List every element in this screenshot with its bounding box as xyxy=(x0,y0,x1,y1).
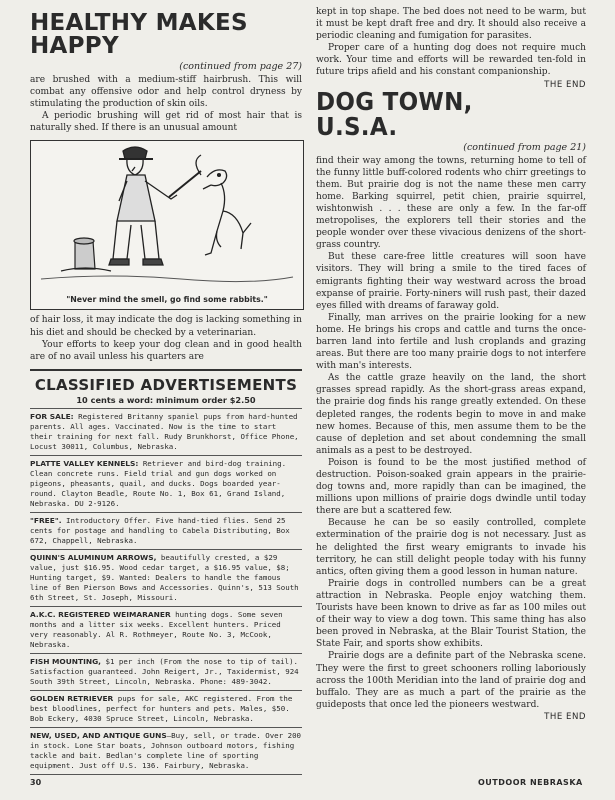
cartoon-caption: "Never mind the smell, go find some rabbits." xyxy=(66,295,268,305)
paragraph: are brushed with a medium-stiff hairbrush. This will combat any offensive odor and help control dryness by stimulating the production of skin oils. xyxy=(30,75,302,110)
classified-ad xyxy=(30,408,302,455)
ad-text: Registered Britanny spaniel pups from hard-hunted parents. All ages. Vaccinated. Now is the time to start their training for next fall. Rudy Brunkhorst, Office Phone, Locust 30011, Columbus, Nebraska. xyxy=(30,411,299,451)
classified-ad xyxy=(30,606,302,653)
cartoon-drawing xyxy=(31,141,303,291)
ad-text: beautifully crested, a $29 value, just $16.95. Wood cedar target, a $16.95 value, $8; Hunting target, $9. Wanted: Dealers to handle the famous line of Ben Pierson Bows and Accessories. Quinn's, 513 South 6th Street, St. Joseph, Missouri. xyxy=(30,552,299,602)
page-number: 30 xyxy=(30,778,42,787)
paragraph-text: Proper care of a hunting dog does not require much work. Your time and efforts will be rewarded ten-fold in future trips afield and his constant companionship. xyxy=(316,43,586,78)
ad-heading: QUINN'S ALUMINUM ARROWS, xyxy=(30,552,157,562)
paragraph: Because he can be so easily controlled, complete extermination of the prairie dog is not necessary. Just as he delighted the first weary emigrants to invade his territory, he can still delight people today with his funny antics, often giving them a good lesson in human nature. xyxy=(316,518,586,577)
right-column xyxy=(316,6,586,723)
classified-ad xyxy=(30,727,302,775)
ad-heading: FISH MOUNTING, xyxy=(30,656,102,666)
paragraph xyxy=(316,42,586,90)
ad-heading: FOR SALE: xyxy=(30,411,74,421)
end-mark: THE END xyxy=(544,79,586,90)
ad-text: hunting dogs. Some seven months and a litter six weeks. Excellent hunters. Priced very reasonably. Al R. Rothmeyer, Route No. 3, McCook, Nebraska. xyxy=(30,609,283,649)
paragraph: Your efforts to keep your dog clean and in good health are of no avail unless his quarters are xyxy=(30,339,302,362)
paragraph: Prairie dogs in controlled numbers can be a great attraction in Nebraska. People enjoy watching them. Tourists have been known to drive as far as 100 miles out of their way to view a dog town. This same thing has also been proved in Nebraska, at the Blair Tourist Station, the State Fair, and sports show exhibits. xyxy=(316,578,586,650)
ad-text: $1 per inch (From the nose to tip of tail). Satisfaction guaranteed. John Reigert, Jr., Taxidermist, 924 South 39th Street, Lincoln, Nebraska. Phone: 489-3042. xyxy=(30,656,299,686)
ad-heading: NEW, USED, AND ANTIQUE GUNS xyxy=(30,730,167,740)
classified-ad xyxy=(30,549,302,606)
paragraph: Finally, man arrives on the prairie looking for a new home. He brings his crops and cattle and turns the once-barren land into fertile and lush croplands and grazing areas. But there are too many prairie dogs to not interfere with man's interests. xyxy=(316,312,586,372)
classified-ad xyxy=(30,512,302,549)
classified-ads-section xyxy=(30,369,302,775)
paragraph-text: Prairie dogs are a definite part of the Nebraska scene. They were the first to greet schooners rolling laboriously across the 100th Meridian into the land of prairie dog and buffalo. They are as much a part of the prairie as the guideposts that once led the pioneers westward. xyxy=(316,651,586,710)
classified-ad xyxy=(30,455,302,512)
paragraph: A periodic brushing will get rid of most hair that is naturally shed. If there is an unusual amount xyxy=(30,111,302,134)
classified-ad xyxy=(30,653,302,690)
classified-title: CLASSIFIED ADVERTISEMENTS xyxy=(34,375,298,394)
magazine-name: OUTDOOR NEBRASKA xyxy=(478,778,583,787)
paragraph: As the cattle graze heavily on the land, the short grasses spread rapidly. As the short-grass areas expand, the prairie dog finds his range greatly extended. On these depleted ranges, the rodents begin to move in and make new homes. Because of this, men assume them to be the cause of depletion and set about condemning the small animals as a pest to be destroyed. xyxy=(316,373,586,456)
cartoon-illustration xyxy=(30,140,304,310)
ad-heading: A.K.C. REGISTERED WEIMARANER xyxy=(30,609,171,619)
continued-note: (continued from page 27) xyxy=(179,61,302,72)
classified-ad xyxy=(30,690,302,727)
ad-text: Retriever and bird-dog training. Clean concrete runs. Field trial and gun dogs worked on pigeons, pheasants, quail, and ducks. Dogs boarded year-round. Clayton Beadle, Route No. 1, Box 61, Grand Island, Nebraska. DU 2-9126. xyxy=(30,458,287,508)
paragraph: kept in top shape. The bed does not need to be warm, but it must be kept draft free and dry. It should also receive a periodic cleaning and fumigation for parasites. xyxy=(316,7,586,42)
classified-rate: 10 cents a word: minimum order $2.50 xyxy=(76,394,256,405)
article-headline-dog-town: DOG TOWN, U.S.A. xyxy=(316,86,473,141)
paragraph: Poison is found to be the most justified method of destruction. Poison-soaked grain appears in the prairie-dog towns and, more rapidly than can be imagined, the millions upon millions of prairie dogs dwindle until today there are but a scattered few. xyxy=(316,457,586,517)
left-column xyxy=(30,12,302,775)
continued-note: (continued from page 21) xyxy=(463,141,586,153)
paragraph: of hair loss, it may indicate the dog is lacking something in his diet and should be checked by a veterinarian. xyxy=(30,315,302,338)
end-mark: THE END xyxy=(544,711,586,722)
ad-text: —Buy, sell, or trade. Over 200 in stock. Lone Star boats, Johnson outboard motors, fishing tackle and bait. Bedlan's complete line of sporting equipment. Just off U.S. 136. Fairbury, Nebraska. xyxy=(30,730,302,770)
ad-text: pups for sale, AKC registered. From the best bloodlines, perfect for hunters and pets. Males, $50. Bob Eckery, 4030 Spruce Street, Lincoln, Nebraska. xyxy=(30,693,293,723)
ad-heading: PLATTE VALLEY KENNELS: xyxy=(30,458,139,468)
paragraph xyxy=(316,650,586,722)
ad-text: Introductory Offer. Five hand-tied flies. Send 25 cents for postage and handling to Cabela Distributing, Box 672, Chappell, Nebraska. xyxy=(30,515,290,545)
paragraph: find their way among the towns, returning home to tell of the funny little buff-colored rodents who chirr greetings to them. But prairie dog is not the name these men carry home. Barking squirrel, petit chien, prairie squirrel, wishtonwish . . . these are only a few. In the far-off metropolises, the explorers tell their stories and the people wonder over these vivacious denizens of the short-grass country. xyxy=(316,155,586,251)
ad-heading: "FREE". xyxy=(30,515,62,525)
ad-heading: GOLDEN RETRIEVER xyxy=(30,693,114,703)
paragraph: But these care-free little creatures will soon have visitors. They will bring a smile to the tired faces of emigrants fighting their way westward across the broad expanse of prairie. Forty-niners will rush past, their dazed eyes filled with dreams of faraway gold. xyxy=(316,252,586,311)
article-headline-healthy: HEALTHY MAKES HAPPY xyxy=(30,10,248,59)
